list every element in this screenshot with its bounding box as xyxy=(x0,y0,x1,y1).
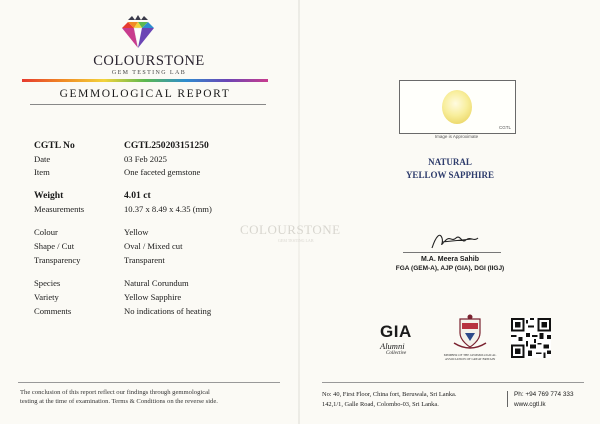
right-page xyxy=(300,0,600,424)
crest-caption-line: MEMBER OF THE GEMMOLOGICAL xyxy=(443,353,497,357)
field-label: Item xyxy=(34,167,50,177)
footer-note-line: testing at the time of examination. Terms & Conditions on the reverse side. xyxy=(20,398,218,405)
field-label: Measurements xyxy=(34,204,85,214)
gia-alumni-text: Alumni xyxy=(380,341,405,351)
gemstone-image xyxy=(442,90,472,124)
field-label: CGTL No xyxy=(34,140,75,151)
field-value: Natural Corundum xyxy=(124,278,189,288)
rainbow-divider xyxy=(22,79,268,82)
field-value: One faceted gemstone xyxy=(124,167,201,177)
crest-caption-line: ASSOCIATION OF GREAT BRITAIN xyxy=(444,357,496,361)
gia-collective-text: Collective xyxy=(386,351,407,356)
gem-a-crest-icon xyxy=(452,313,488,351)
field-label: Weight xyxy=(34,190,64,201)
signature-image xyxy=(402,228,502,252)
brand-name: COLOURSTONE xyxy=(93,53,205,69)
address-line: No: 40, First Floor, China fort, Beruwala, Sri Lanka. xyxy=(322,391,457,398)
brand-subtitle: GEM TESTING LAB xyxy=(111,70,187,76)
footer-divider xyxy=(18,382,280,383)
field-label: Species xyxy=(34,278,61,288)
field-value: Yellow Sapphire xyxy=(124,292,182,302)
gia-logo: GIA xyxy=(380,322,412,341)
signatory-name: M.A. Meera Sahib xyxy=(421,256,479,263)
gem-name-line1: NATURAL xyxy=(428,157,472,167)
footer-note-line: The conclusion of this report reflect our findings through gemmological xyxy=(20,389,210,396)
website-link[interactable]: www.cgtl.lk xyxy=(514,400,546,408)
field-value: Oval / Mixed cut xyxy=(124,241,183,251)
signature-line xyxy=(403,252,501,253)
phone-number: Ph: +94 769 774 333 xyxy=(514,391,574,398)
left-page xyxy=(0,0,298,424)
gemstone-photo-frame xyxy=(399,80,516,134)
crest-caption xyxy=(438,353,502,361)
address-line: 142,1/1, Galle Road, Colombo-03, Sri Lanka. xyxy=(322,400,439,408)
title-underline xyxy=(30,104,266,105)
footer-note xyxy=(20,388,282,406)
field-value: 10.37 x 8.49 x 4.35 (mm) xyxy=(124,204,212,214)
field-value: Transparent xyxy=(124,255,165,265)
field-label: Shape / Cut xyxy=(34,241,75,251)
field-label: Comments xyxy=(34,306,72,316)
signatory-qualifications: FGA (GEM-A), AJP (GIA), DGI (IIGJ) xyxy=(395,265,505,272)
field-label: Variety xyxy=(34,292,59,302)
mini-logo: CGTL xyxy=(498,125,511,130)
field-value: 4.01 ct xyxy=(124,190,151,201)
watermark-logo: COLOURSTONE xyxy=(240,222,341,237)
diamond-crown-logo-icon xyxy=(118,12,158,52)
watermark-subtitle: GEM TESTING LAB xyxy=(278,238,314,243)
field-value: Yellow xyxy=(124,227,149,237)
field-value: 03 Feb 2025 xyxy=(124,154,167,164)
field-label: Date xyxy=(34,154,51,164)
gem-name-line2: YELLOW SAPPHIRE xyxy=(405,170,495,180)
address-block xyxy=(322,390,456,409)
field-label: Colour xyxy=(34,227,58,237)
field-value: CGTL250203151250 xyxy=(124,140,209,151)
contact-separator xyxy=(507,391,508,407)
field-value: No indications of heating xyxy=(124,306,212,316)
image-caption: Image is Approximate xyxy=(434,134,479,139)
footer-divider xyxy=(322,382,584,383)
field-label: Transparency xyxy=(34,255,81,265)
contact-block xyxy=(514,390,574,409)
report-title: GEMMOLOGICAL REPORT xyxy=(59,88,231,100)
qr-code-icon xyxy=(510,318,552,358)
